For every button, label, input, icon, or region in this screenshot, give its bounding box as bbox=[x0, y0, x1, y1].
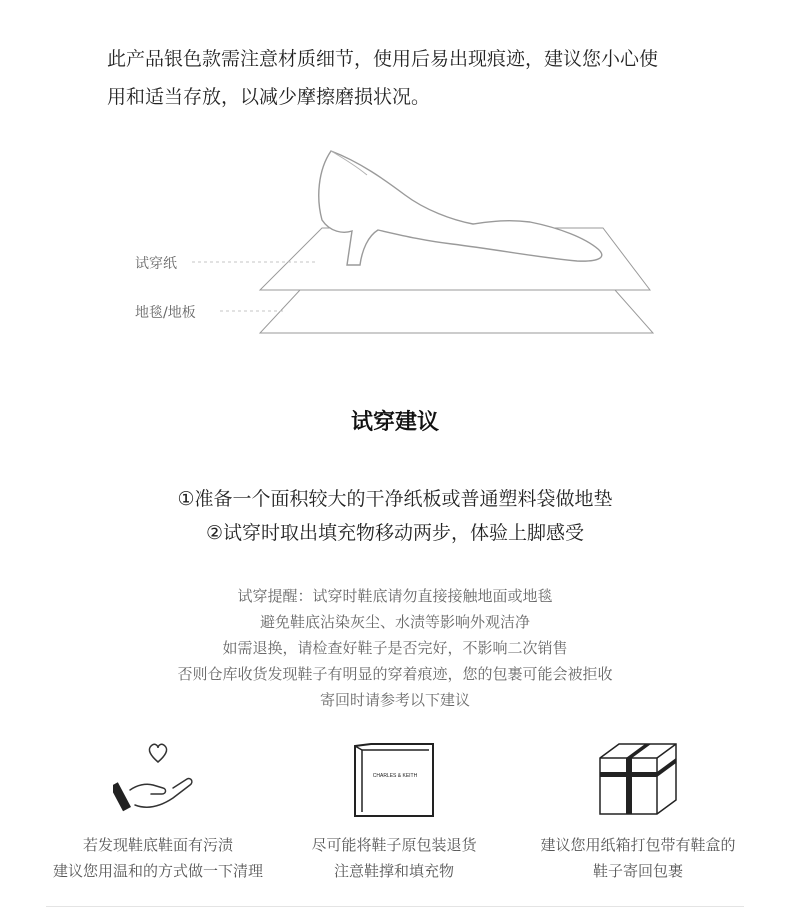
tip-packing-caption bbox=[508, 832, 768, 884]
return-tips bbox=[0, 738, 790, 898]
try-on-steps bbox=[0, 482, 790, 550]
tip-original-box bbox=[264, 738, 524, 884]
try-on-tips-title: 试穿建议 bbox=[350, 410, 439, 435]
reminder-line: 寄回时请参考以下建议 bbox=[319, 691, 470, 709]
caption-line: 若发现鞋底鞋面有污渍 bbox=[82, 836, 233, 854]
tip-clean bbox=[28, 738, 288, 884]
wrapped-package-icon bbox=[593, 738, 683, 818]
caption-line: 注意鞋撑和填充物 bbox=[333, 862, 454, 880]
step-2: ②试穿时取出填充物移动两步，体验上脚感受 bbox=[205, 522, 585, 544]
tip-original-box-caption bbox=[264, 832, 524, 884]
caption-line: 鞋子寄回包裹 bbox=[592, 862, 683, 880]
shoebox-brand-text: CHARLES & KEITH bbox=[372, 773, 418, 779]
shoe-on-paper-diagram bbox=[0, 140, 790, 350]
caption-line: 建议您用温和的方式做一下清理 bbox=[52, 862, 263, 880]
hand-heart-icon bbox=[113, 738, 203, 818]
notice-line-2: 用和适当存放，以减少摩擦磨损状况。 bbox=[107, 86, 431, 108]
reminder-line: 如需退换，请检查好鞋子是否完好，不影响二次销售 bbox=[222, 639, 568, 657]
reminder-line: 试穿提醒：试穿时鞋底请勿直接接触地面或地毯 bbox=[237, 587, 553, 605]
caption-line: 建议您用纸箱打包带有鞋盒的 bbox=[540, 836, 736, 854]
shoebox-icon bbox=[349, 738, 439, 818]
caption-line: 尽可能将鞋子原包装退货 bbox=[311, 836, 477, 854]
reminder-line: 否则仓库收货发现鞋子有明显的穿着痕迹，您的包裹可能会被拒收 bbox=[177, 665, 613, 683]
floor-label: 地毯/地板 bbox=[135, 305, 196, 321]
divider bbox=[46, 906, 744, 907]
paper-label: 试穿纸 bbox=[135, 256, 177, 272]
try-on-reminder bbox=[0, 583, 790, 713]
step-1: ①准备一个面积较大的干净纸板或普通塑料袋做地垫 bbox=[177, 488, 613, 510]
reminder-line: 避免鞋底沾染灰尘、水渍等影响外观洁净 bbox=[259, 613, 530, 631]
notice-line-1: 此产品银色款需注意材质细节，使用后易出现痕迹，建议您小心使 bbox=[107, 48, 659, 70]
floor-plane bbox=[260, 290, 653, 333]
tip-packing bbox=[508, 738, 768, 884]
try-on-illustration bbox=[0, 140, 790, 350]
material-notice bbox=[107, 40, 707, 116]
tip-clean-caption bbox=[28, 832, 288, 884]
